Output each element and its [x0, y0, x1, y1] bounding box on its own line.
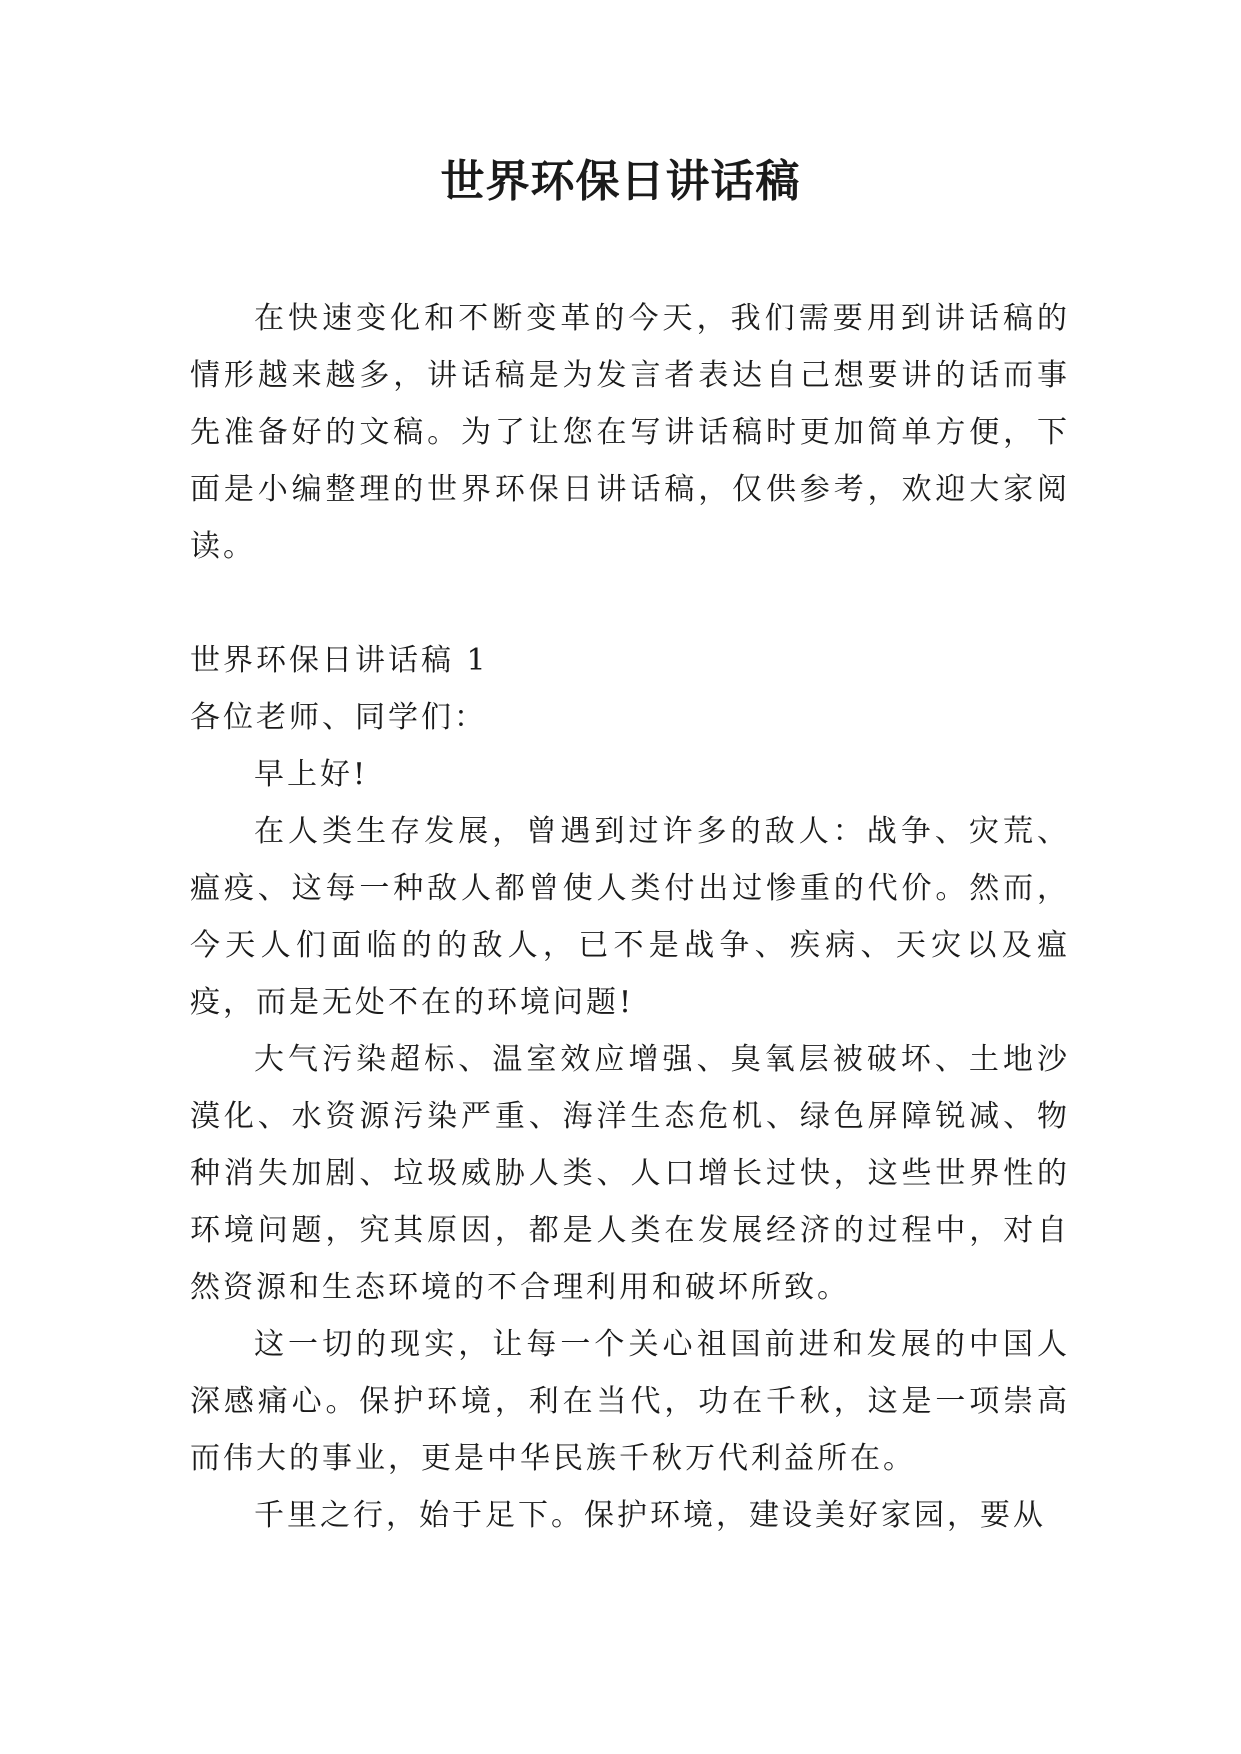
body-paragraph-1: 在人类生存发展，曾遇到过许多的敌人：战争、灾荒、瘟疫、这每一种敌人都曾使人类付出过惨重的代价。然而，今天人们面临的的敌人，已不是战争、疾病、天灾以及瘟疫，而是无处不在的环境问题! — [190, 814, 1070, 1020]
section-title: 世界环保日讲话稿 1 — [190, 643, 489, 678]
body-paragraph-2: 大气污染超标、温室效应增强、臭氧层被破坏、土地沙漠化、水资源污染严重、海洋生态危机、绿色屏障锐减、物种消失加剧、垃圾威胁人类、人口增长过快，这些世界性的环境问题，究其原因，都是人类在发展经济的过程中，对自然资源和生态环境的不合理利用和破坏所致。 — [190, 1042, 1070, 1305]
intro-paragraph: 在快速变化和不断变革的今天，我们需要用到讲话稿的情形越来越多，讲话稿是为发言者表达自己想要讲的话而事先准备好的文稿。为了让您在写讲话稿时更加简单方便，下面是小编整理的世界环保日讲话稿，仅供参考，欢迎大家阅读。 — [190, 301, 1070, 564]
body-paragraph-3: 这一切的现实，让每一个关心祖国前进和发展的中国人深感痛心。保护环境，利在当代，功在千秋，这是一项崇高而伟大的事业，更是中华民族千秋万代利益所在。 — [190, 1327, 1070, 1476]
paragraph-gap — [190, 575, 1070, 632]
greeting: 早上好! — [254, 757, 369, 792]
body-paragraph-4: 千里之行，始于足下。保护环境，建设美好家园，要从 — [254, 1498, 1046, 1533]
document-body — [190, 290, 1070, 1544]
document-title: 世界环保日讲话稿 — [440, 156, 801, 207]
salutation: 各位老师、同学们： — [190, 700, 487, 735]
